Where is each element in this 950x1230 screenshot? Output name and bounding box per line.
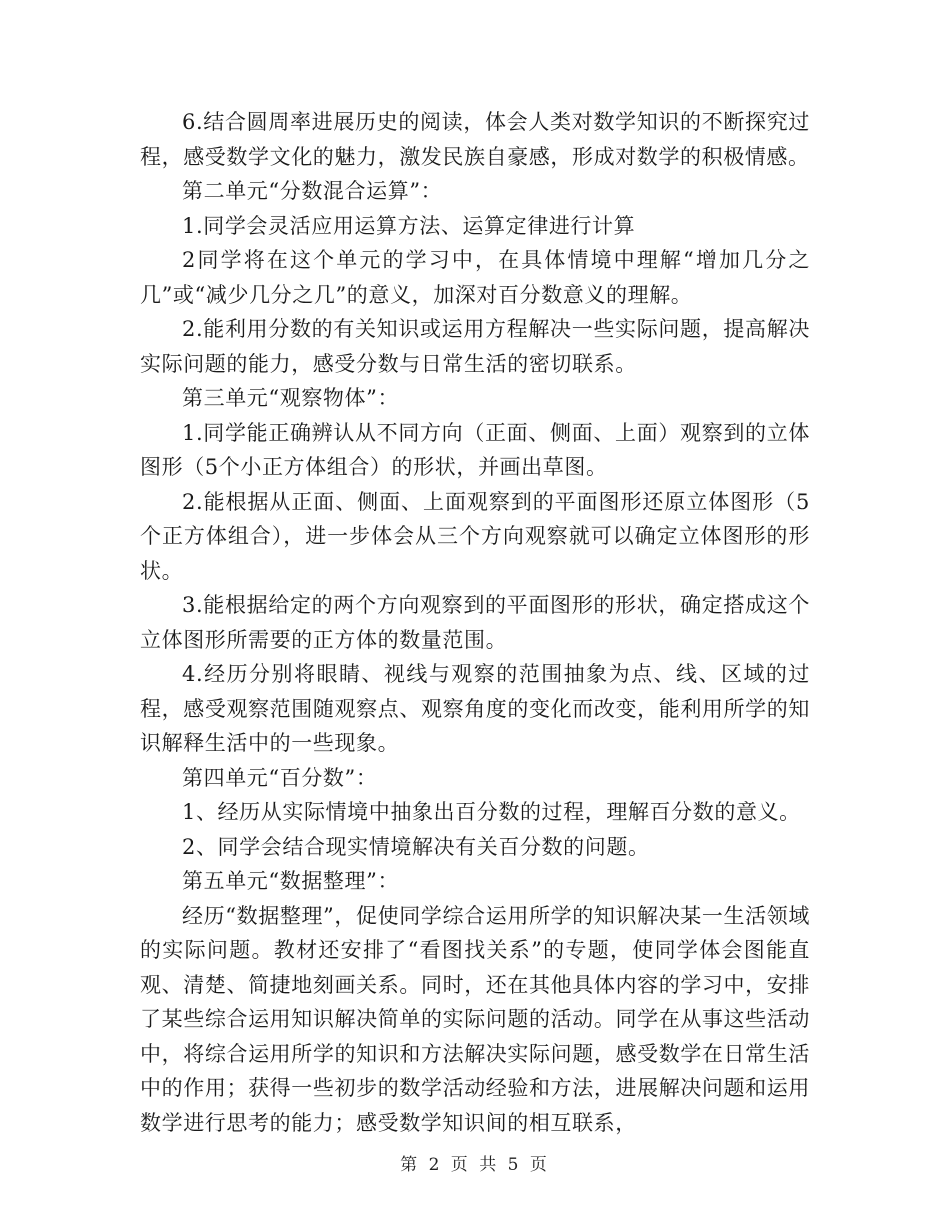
heading-unit-2: 第二单元“分数混合运算”： [182, 179, 443, 203]
paragraph-unit-4-item-1: 1、经历从实际情境中抽象出百分数的过程，理解百分数的意义。 [182, 800, 801, 824]
paragraph-unit-3-item-2: 2.能根据从正面、侧面、上面观察到的平面图形还原立体图形（5个正方体组合），进一步体会从三个方向观察就可以确定立体图形的形状。 [140, 489, 810, 583]
paragraph-unit-3-item-3: 3.能根据给定的两个方向观察到的平面图形的形状，确定搭成这个立体图形所需要的正方体的数量范围。 [140, 593, 810, 652]
page-number-footer: 第 2 页 共 5 页 [400, 1155, 550, 1175]
paragraph-objective-6: 6.结合圆周率进展历史的阅读，体会人类对数学知识的不断探究过程，感受数学文化的魅力，激发民族自豪感，形成对数学的积极情感。 [140, 110, 810, 169]
paragraph-unit-2-item-2b: 2.能利用分数的有关知识或运用方程解决一些实际问题，提高解决实际问题的能力，感受分数与日常生活的密切联系。 [140, 317, 810, 376]
heading-unit-4: 第四单元“百分数”： [182, 765, 378, 790]
paragraph-unit-2-item-1: 1.同学会灵活应用运算方法、运算定律进行计算 [182, 213, 636, 238]
heading-unit-5: 第五单元“数据整理”： [182, 869, 400, 893]
document-body [140, 105, 810, 1140]
paragraph-unit-3-item-1: 1.同学能正确辨认从不同方向（正面、侧面、上面）观察到的立体图形（5个小正方体组合）的形状，并画出草图。 [140, 420, 810, 479]
paragraph-unit-3-item-4: 4.经历分别将眼睛、视线与观察的范围抽象为点、线、区域的过程，感受观察范围随观察点、观察角度的变化而改变，能利用所学的知识解释生活中的一些现象。 [140, 662, 810, 755]
paragraph-unit-4-item-2: 2、同学会结合现实情境解决有关百分数的问题。 [182, 834, 650, 859]
paragraph-unit-5-body: 经历“数据整理”，促使同学综合运用所学的知识解决某一生活领域的实际问题。教材还安排了“看图找关系”的专题，使同学体会图能直观、清楚、简捷地刻画关系。同时，还在其他具体内容的学习中，安排了某些综合运用知识解决简单的实际问题的活动。同学在从事这些活动中，将综合运用所学的知识和方法解决实际问题，感受数学在日常生活中的作用；获得一些初步的数学活动经验和方法，进展解决问题和运用数学进行思考的能力；感受数学知识间的相互联系， [140, 903, 810, 1135]
paragraph-unit-2-item-2a: 2同学将在这个单元的学习中，在具体情境中理解“增加几分之几”或“减少几分之几”的意义，加深对百分数意义的理解。 [140, 248, 810, 307]
heading-unit-3: 第三单元“观察物体”： [182, 386, 400, 410]
